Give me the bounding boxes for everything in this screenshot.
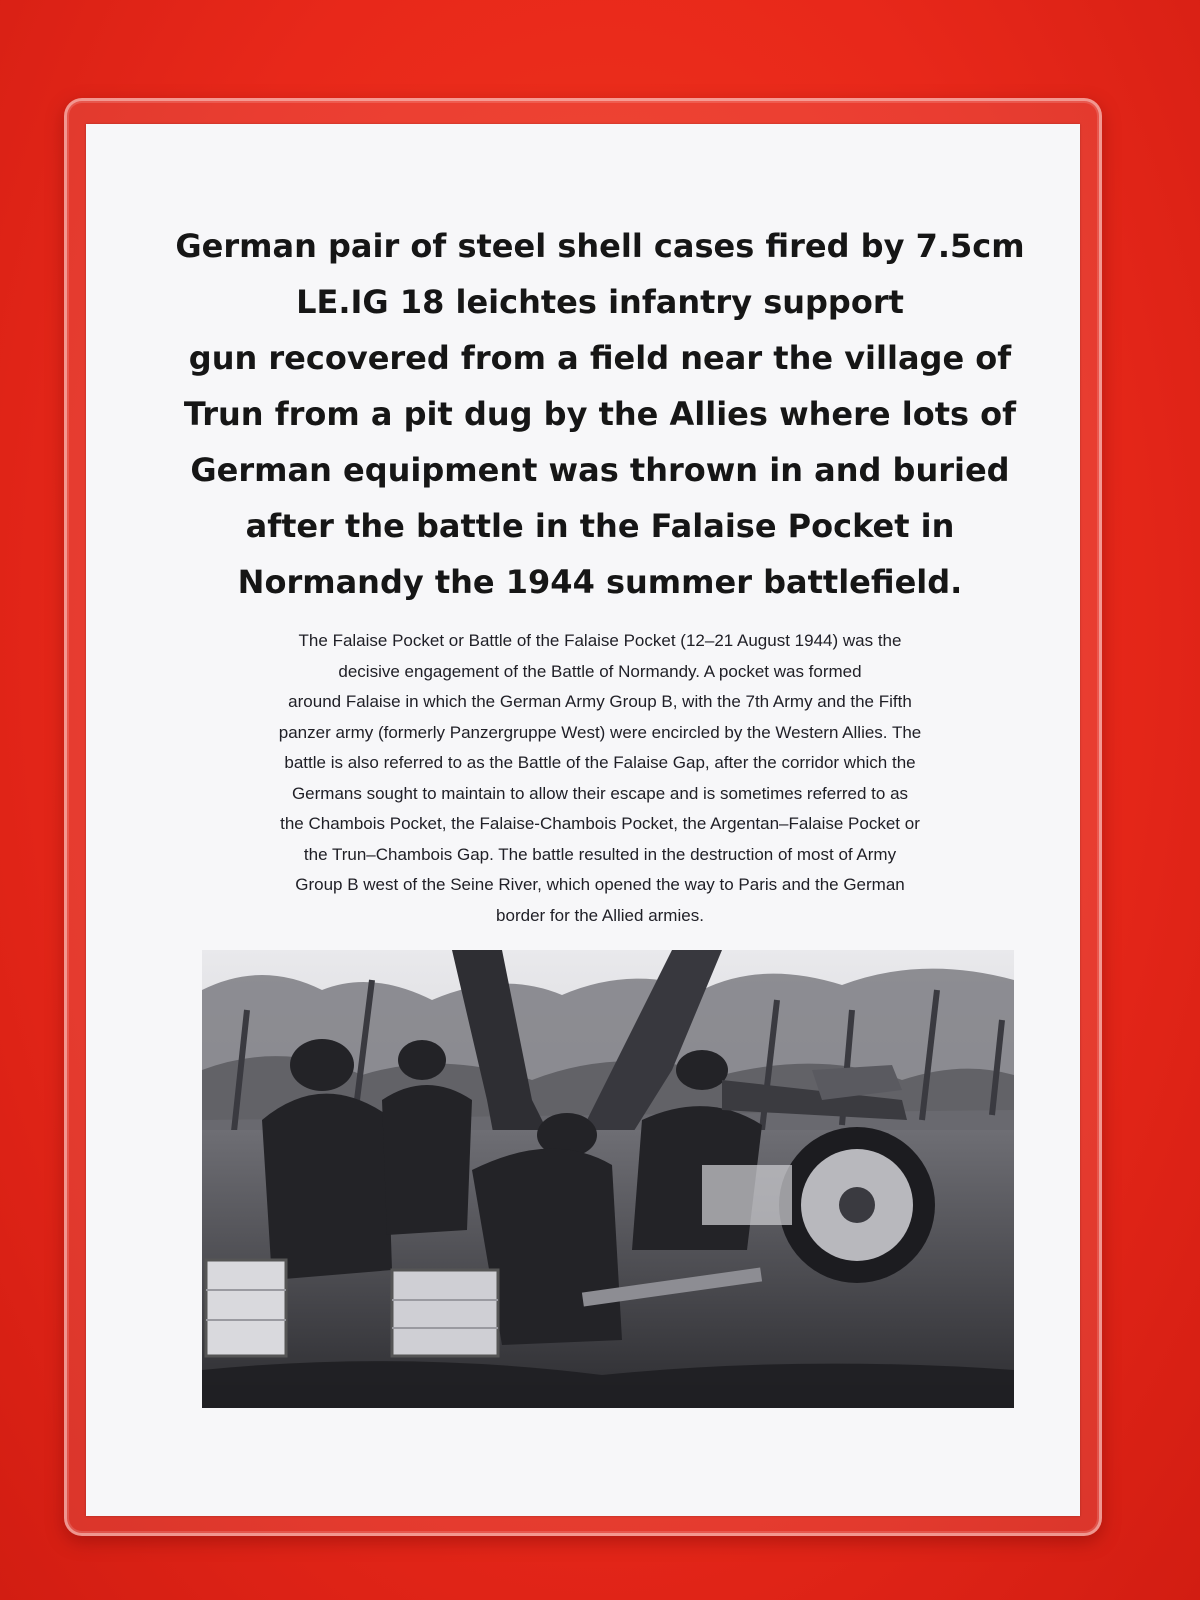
headline-line: Trun from a pit dug by the Allies where lots of [183, 395, 1017, 433]
headline-line: LE.IG 18 leichtes infantry support [296, 283, 904, 321]
body-line: border for the Allied armies. [496, 905, 704, 925]
body-line: Germans sought to maintain to allow their escape and is sometimes referred to as [291, 783, 909, 803]
historical-photo [202, 950, 1014, 1408]
body-line: the Chambois Pocket, the Falaise-Chambois Pocket, the Argentan–Falaise Pocket or [280, 814, 920, 833]
body-line: the Trun–Chambois Gap. The battle resulted in the destruction of most of Army [303, 844, 897, 864]
headline-line: German pair of steel shell cases fired by 7.5cm [175, 227, 1025, 265]
headline-line: after the battle in the Falaise Pocket in [245, 507, 955, 545]
headline [150, 218, 1050, 610]
body-line: decisive engagement of the Battle of Normandy. A pocket was formed [338, 661, 862, 681]
gun-crew-illustration [202, 950, 1014, 1408]
headline-line: German equipment was thrown in and buried [190, 451, 1010, 489]
headline-line: gun recovered from a field near the village of [188, 339, 1012, 377]
body-line: panzer army (formerly Panzergruppe West) were encircled by the Western Allies. The [278, 722, 922, 742]
description-paragraph [192, 626, 1008, 931]
body-line: Group B west of the Seine River, which opened the way to Paris and the German [295, 875, 905, 894]
body-line: around Falaise in which the German Army Group B, with the 7th Army and the Fifth [288, 692, 912, 711]
body-line: The Falaise Pocket or Battle of the Falaise Pocket (12–21 August 1944) was the [298, 631, 902, 650]
body-line: battle is also referred to as the Battle of the Falaise Gap, after the corridor which the [284, 753, 916, 772]
headline-line: Normandy the 1944 summer battlefield. [237, 563, 963, 601]
